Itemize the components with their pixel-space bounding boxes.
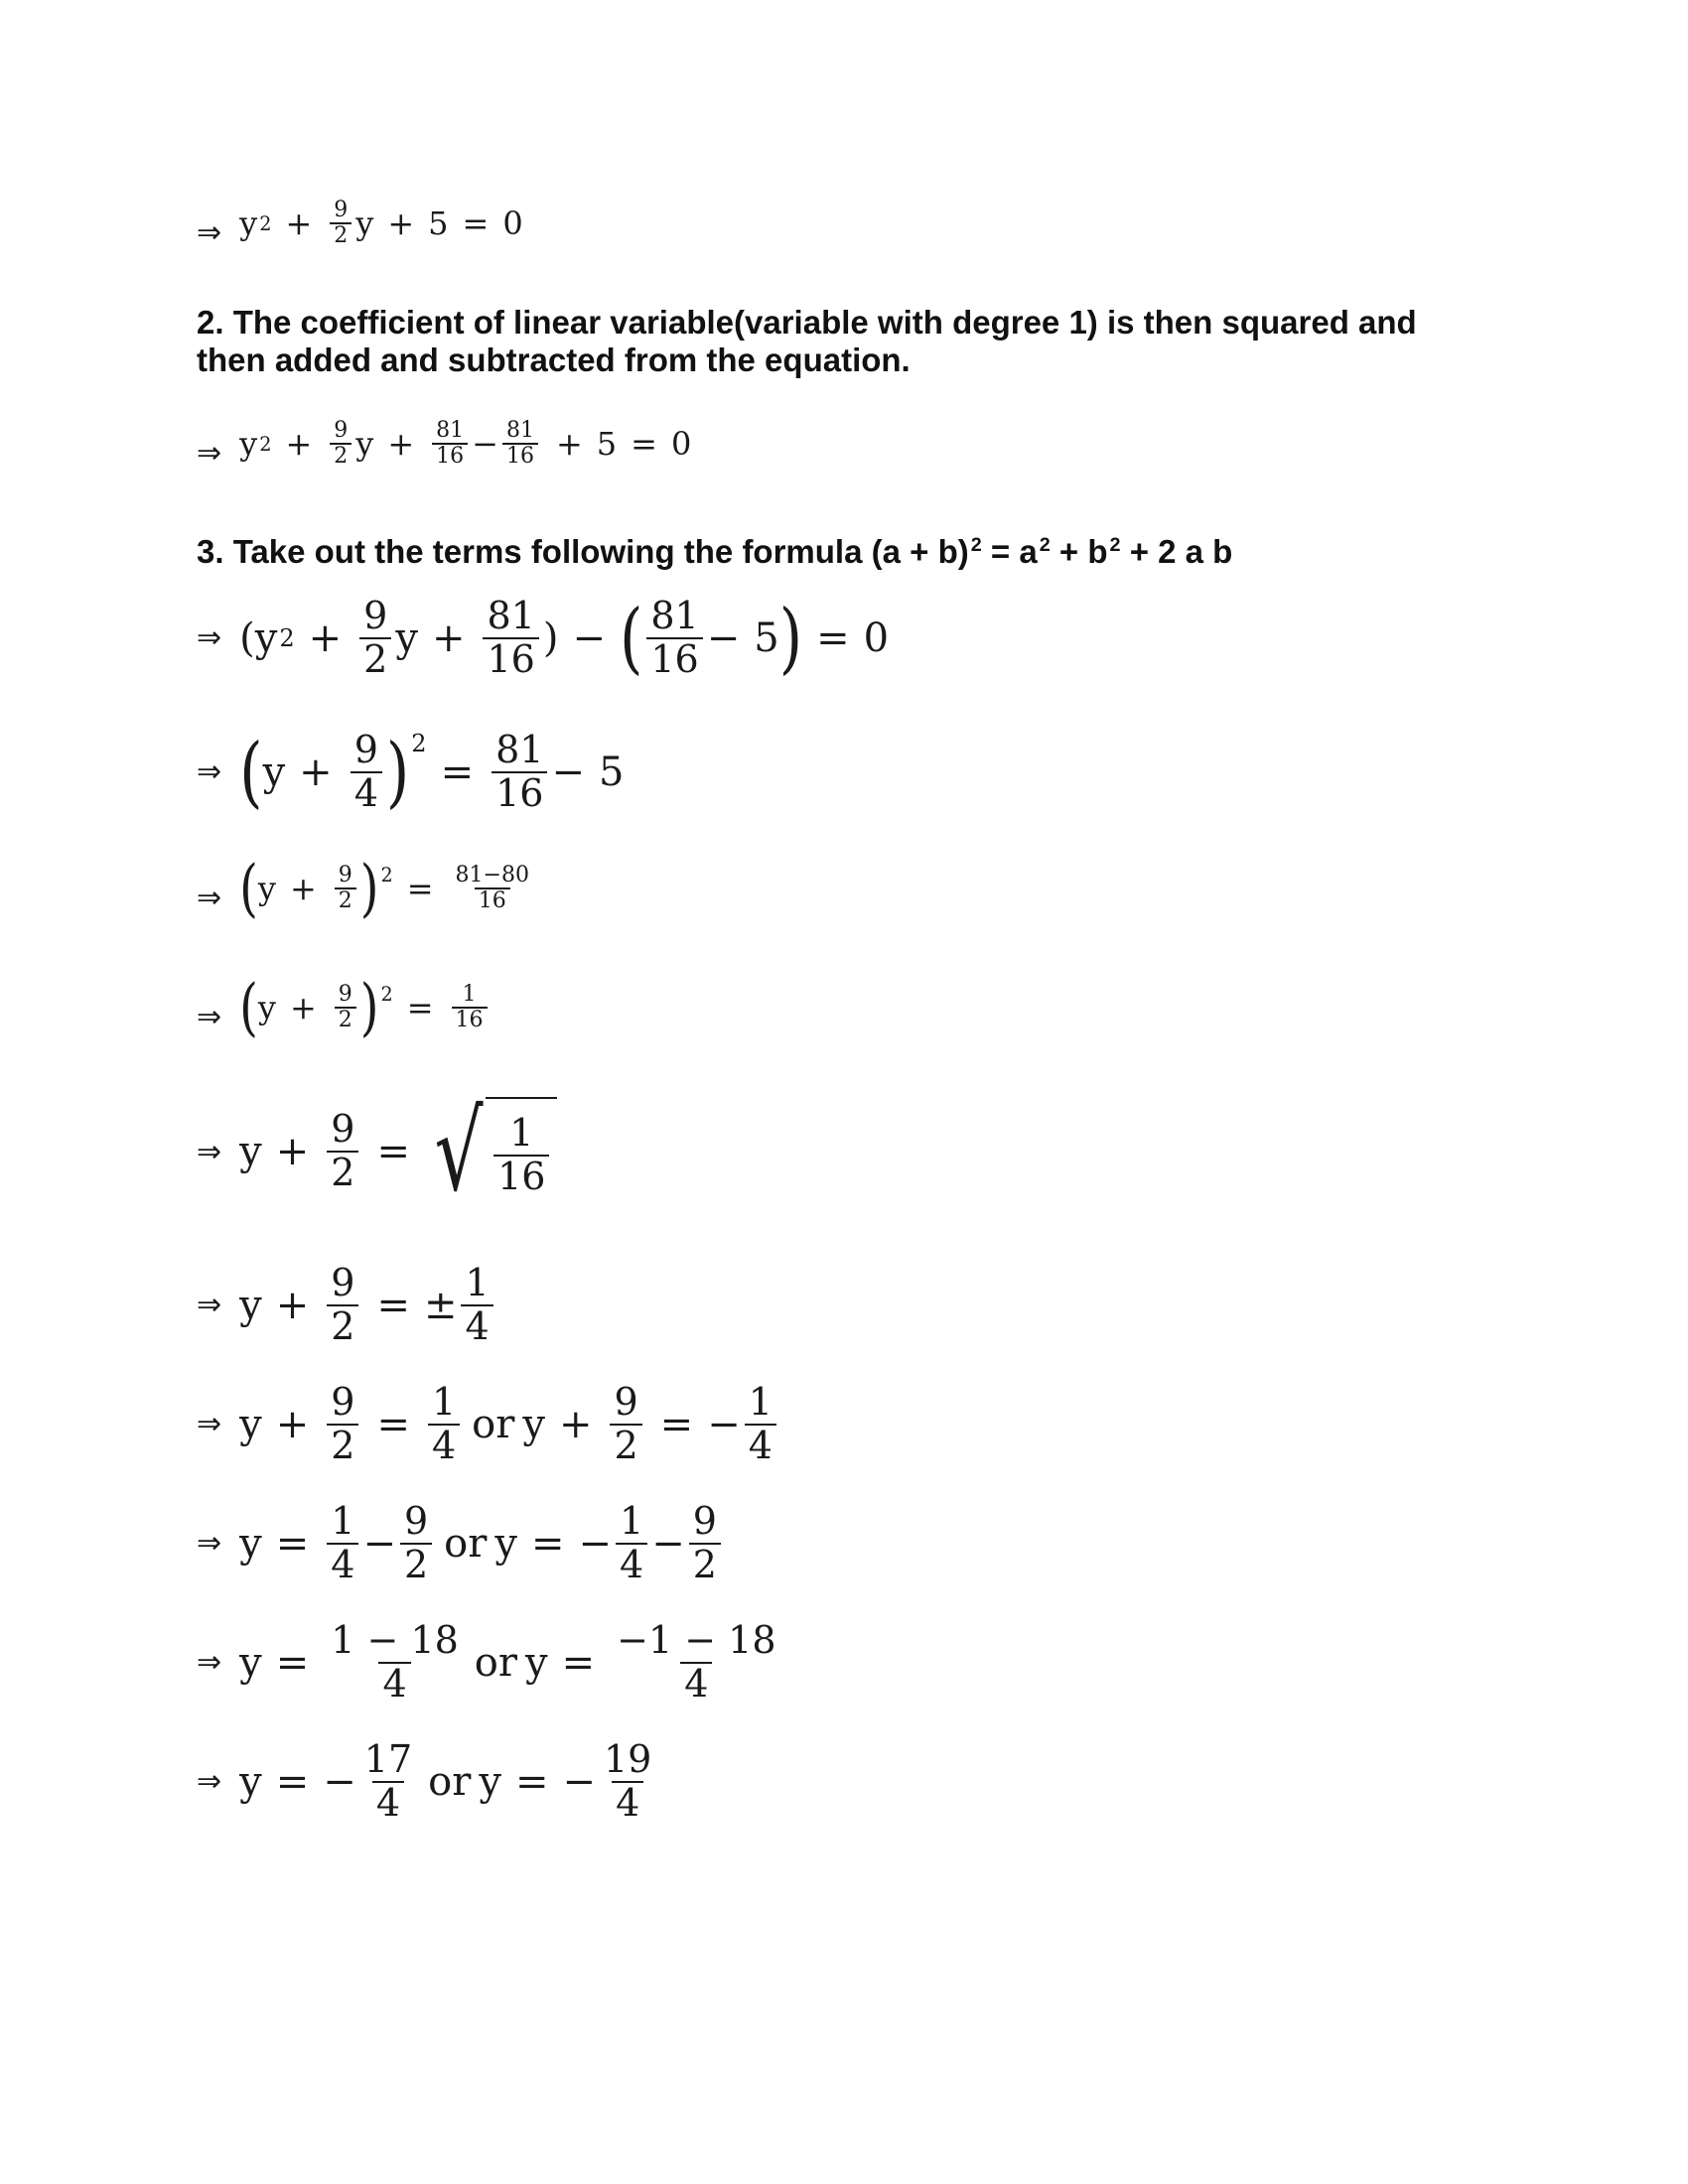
eq1-equals: = bbox=[462, 205, 490, 243]
implies-symbol: ⇒ bbox=[197, 1764, 222, 1800]
eq2-frac-3: $\frac{81}{16}$ bbox=[502, 419, 538, 469]
equation-1 bbox=[197, 198, 523, 251]
implies-symbol: ⇒ bbox=[197, 1288, 222, 1323]
implies-symbol: ⇒ bbox=[197, 1134, 222, 1169]
equation-6: ⇒ ( y + $\frac{9}{2}$ ) 2 = $\frac{1}{16}$ bbox=[197, 983, 492, 1032]
eq1-frac: $\frac{9}{2}$ bbox=[330, 199, 352, 248]
implies-symbol: ⇒ bbox=[197, 1526, 222, 1562]
implies-symbol: ⇒ bbox=[197, 881, 222, 916]
eq1-var: y bbox=[239, 205, 258, 243]
eq1-plus: + bbox=[285, 205, 313, 243]
implies-symbol: ⇒ bbox=[197, 754, 222, 790]
equation-12: ⇒ y = − $\frac{17}{4}$ or y = − $\frac{19}{4}$ bbox=[197, 1737, 652, 1825]
equation-3: ⇒ ( y 2 + $\frac{9}{2}$ y + $\frac{81}{16}$ ) − ( $\frac{81}{16}$ − 5 ) = 0 bbox=[197, 593, 890, 684]
equation-7: ⇒ y + $\frac{9}{2}$ = √ $\frac{1}{16}$ bbox=[197, 1097, 557, 1206]
eq2-frac-2: $\frac{81}{16}$ bbox=[432, 419, 468, 469]
eq1-plus2: + bbox=[387, 205, 415, 243]
equation-10: ⇒ y = $\frac{1}{4}$ − $\frac{9}{2}$ or y = − $\frac{1}{4}$ − $\frac{9}{2}$ bbox=[197, 1501, 725, 1586]
implies-symbol: ⇒ bbox=[197, 436, 222, 472]
square-root: √ $\frac{1}{16}$ bbox=[424, 1097, 557, 1206]
equation-8: ⇒ y + $\frac{9}{2}$ = ± $\frac{1}{4}$ bbox=[197, 1263, 497, 1348]
step-3-text: 3. Take out the terms following the formula (a + b) $^2$ = a $^2$ + b $^2$ + 2 a b bbox=[197, 533, 1233, 570]
implies-symbol: ⇒ bbox=[197, 1645, 222, 1681]
step-2-text: 2. The coefficient of linear variable(variable with degree 1) is then squared and then added and subtracted from the equation. bbox=[197, 304, 1417, 378]
implies-symbol: ⇒ bbox=[197, 1407, 222, 1442]
eq2-frac-1: $\frac{9}{2}$ bbox=[330, 419, 352, 469]
equation-4: ⇒ ( y + $\frac{9}{4}$ ) 2 = $\frac{81}{16}$ − 5 bbox=[197, 727, 625, 818]
implies-symbol: ⇒ bbox=[197, 215, 222, 251]
implies-symbol: ⇒ bbox=[197, 1000, 222, 1035]
eq1-exp: 2 bbox=[259, 211, 272, 235]
equation-2: ⇒ y 2 + $\frac{9}{2}$ y + $\frac{81}{16}$ − $\frac{81}{16}$ + 5 = 0 bbox=[197, 418, 692, 472]
eq1-var2: y bbox=[355, 205, 374, 243]
equation-9: ⇒ y + $\frac{9}{2}$ = $\frac{1}{4}$ or y + $\frac{9}{2}$ = − $\frac{1}{4}$ bbox=[197, 1382, 780, 1467]
equation-11: ⇒ y = $\frac{1 - 18}{4}$ or y = $\frac{-1 - 18}{4}$ bbox=[197, 1618, 776, 1706]
eq1-const: 5 bbox=[428, 205, 449, 243]
implies-symbol: ⇒ bbox=[197, 620, 222, 656]
eq1-rhs: 0 bbox=[502, 205, 523, 243]
equation-5: ⇒ ( y + $\frac{9}{2}$ ) 2 = $\frac{81-80}{16}$ bbox=[197, 852, 529, 925]
